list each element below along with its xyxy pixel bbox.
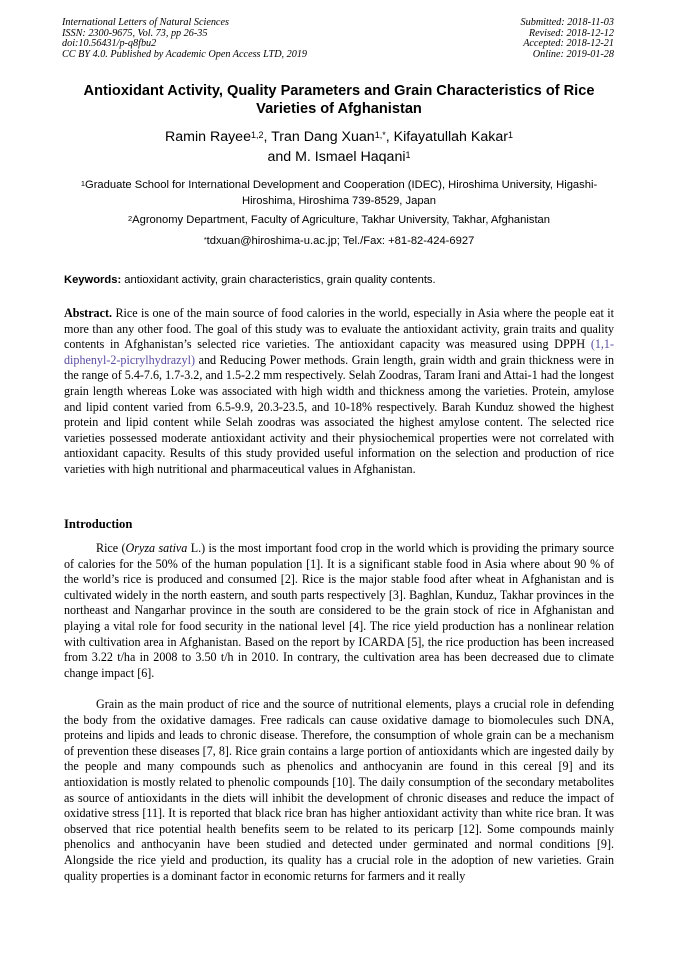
keywords-label: Keywords: [64, 274, 122, 286]
affiliation-1 [62, 178, 616, 209]
affiliation-2 [62, 213, 616, 229]
introduction-paragraph-1 [64, 541, 614, 681]
author-affil-mark: 1,* [374, 130, 386, 140]
date-online: Online: 2019-01-28 [532, 48, 614, 60]
abstract-chemical-name: (1,1-diphenyl-2-picrylhydrazyl) [64, 337, 614, 367]
section-heading-introduction: Introduction [64, 517, 133, 531]
author-name: and M. Ismael Haqani [267, 149, 406, 165]
journal-name: International Letters of Natural Sciences [62, 17, 229, 28]
paragraph-text: L.) is the most important food crop in the world which is providing the primary source of calories for the 50% of the human population [1]. It is a significant stable food in Asia where about 90 % of the world’s rice is produced and consumed [2]. Rice is the major stable food after wheat in Afghanistan and is cultivated widely in the north eastern, and south parts respectively [3]. Baghlan, Kunduz, Takhar provinces in the northeast and Nangarhar province in the south are considered to be the grain stock of rice in Afghanistan and playing a vital role for food security in the national level [4]. The rice yield production has a nonlinear relation with cultivation area in Afghanistan. Based on the report by ICARDA [5], the rice production has been increased from 3.22 t/ha in 2008 to 3.50 t/h in 2010. In contrary, the cultivation area has been decreased due to climate change impact [6]. [64, 541, 614, 680]
introduction-paragraph-2: Grain as the main product of rice and the source of nutritional elements, plays a crucial role in defending the body from the oxidative damages. Free radicals can cause oxidative damage to biomolecules such DNA, proteins and lipids and leads to chronic disease. Therefore, the consumption of whole grain can be a mechanism of prevention these diseases [7, 8]. Rice grain contains a large portion of antioxidants which are ingested daily by the people and many compounds such as phenolics and anthocyanin are found in this cereal [9] and its antioxidation is mostly related to phenolic compounds [10]. The daily consumption of the secondary metabolites as source of antioxidants in the diets will inhibit the development of chronic diseases and reduce the impact of oxidative stress [11]. It is reported that black rice bran has higher antioxidant activity than white rice bran. It was observed that rice potential health benefits seem to be related to its pericarp [12]. Some compounds mainly phenolics and anthocyanin have been studied and detected under germinated and normal conditions [9]. Alongside the rice yield and production, its quality has a crucial role in the adoption of new varieties. Grain quality properties is a dominant factor in economic returns for farmers and it really [64, 697, 614, 883]
abstract [64, 306, 614, 478]
affil-text: Graduate School for International Development and Cooperation (IDEC), Hiroshima University, Higashi-Hiroshima, Hiroshima 739-8529, Japan [85, 179, 598, 207]
keywords [64, 273, 616, 288]
author-affil-mark: 1 [507, 130, 513, 140]
journal-info [62, 18, 307, 60]
publication-dates [521, 18, 614, 60]
affil-mark: 1 [80, 179, 85, 188]
abstract-text: and Reducing Power methods. Grain length, grain width and grain thickness were in the range of 5.4-7.6, 1.7-3.2, and 1.5-2.2 mm respectively. Selah Zoodras, Taram Irani and Attai-1 had the longest grain length whereas Loke was associated with high width and thickness among the varieties. Protein, amylose and lipid content varied from 6.5-9.9, 20.3-23.5, and 10-18% respectively. Barah Kunduz showed the highest protein and lipid content while Selah zoodras was associated the highest amylose content. The selected rice varieties possessed moderate antioxidant activity and their physiochemical properties were not correlated with antioxidant capacity. Results of this study provided useful information on the selection and production of rice varieties with high nutritional and pharmaceutical values in Afghanistan. [64, 352, 614, 476]
date-revised: Revised: 2018-12-12 [528, 27, 614, 39]
contact-line [62, 234, 616, 250]
date-submitted: Submitted: 2018-11-03 [520, 17, 614, 28]
affil-mark: 2 [127, 214, 133, 223]
author-name: , Kifayatullah Kakar [385, 129, 508, 145]
affil-text: Agronomy Department, Faculty of Agriculture, Takhar University, Takhar, Afghanistan [132, 214, 551, 226]
journal-license: CC BY 4.0. Published by Academic Open Access LTD, 2019 [62, 48, 308, 60]
author-name: Ramin Rayee [165, 129, 251, 145]
author-affil-mark: 1 [405, 150, 411, 160]
author-affil-mark: 1,2 [250, 130, 264, 140]
species-name: Oryza sativa [125, 541, 188, 555]
author-name: , Tran Dang Xuan [263, 129, 375, 145]
contact-text[interactable]: tdxuan@hiroshima-u.ac.jp; Tel./Fax: +81-82-424-6927 [206, 235, 475, 247]
paragraph-text: Rice ( [96, 541, 126, 555]
journal-issn: ISSN: 2300-9675, Vol. 73, pp 26-35 [62, 27, 208, 39]
paper-title: Antioxidant Activity, Quality Parameters and Grain Characteristics of Rice Varieties of Afghanistan [83, 83, 595, 117]
abstract-text: Rice is one of the main source of food calories in the world, especially in Asia where the people eat it more than any other food. The goal of this study was to evaluate the antioxidant activity, grain traits and quality contents in Afghanistan’s selected rice varieties. The antioxidant capacity was measured using DPPH [64, 306, 614, 352]
journal-doi[interactable]: doi:10.56431/p-q8fbu2 [62, 38, 157, 50]
keywords-text: antioxidant activity, grain characteristics, grain quality contents. [121, 274, 436, 286]
affil-mark: * [203, 235, 207, 244]
date-accepted: Accepted: 2018-12-21 [523, 38, 614, 50]
abstract-label: Abstract. [64, 306, 113, 320]
author-list [62, 127, 616, 167]
